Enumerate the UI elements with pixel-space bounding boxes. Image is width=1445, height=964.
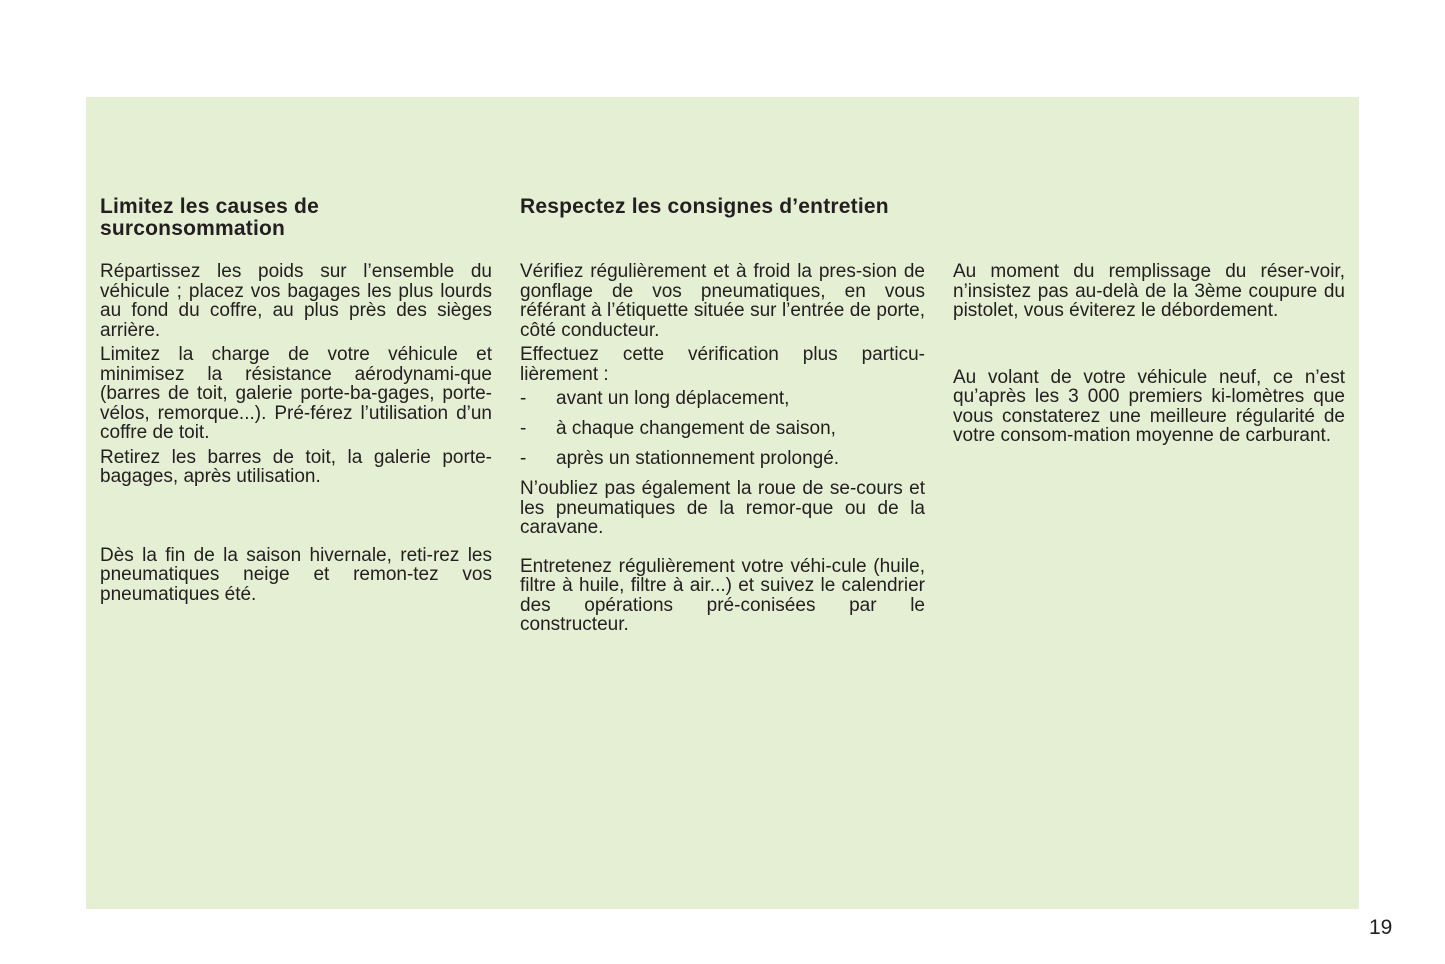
heading-maintenance: Respectez les consignes d’entretien: [520, 195, 889, 218]
paragraph-weight-distribution: Répartissez les poids sur l’ensemble du véhicule ; placez vos bagages les plus lourds au fond du coffre, au plus près des sièges arrière.: [100, 261, 492, 341]
paragraph-new-vehicle: Au volant de votre véhicule neuf, ce n’est qu’après les 3 000 premiers ki-lomètres que vous constaterez une meilleure régularité de votre consom-mation moyenne de carburant.: [953, 366, 1345, 446]
spacer: [520, 543, 925, 557]
column-fuel-tips: [953, 262, 1345, 451]
paragraph-tyre-pressure: Vérifiez régulièrement et à froid la pres-sion de gonflage de vos pneumatiques, en vous référant à l’étiquette située sur l’entrée de porte, côté conducteur.: [520, 261, 925, 341]
heading-overconsumption: Limitez les causes de surconsommation: [100, 195, 319, 240]
paragraph-spare-wheel: N’oubliez pas également la roue de se-cours et les pneumatiques de la remor-que ou de la caravane.: [520, 478, 925, 538]
list-item-text: après un stationnement prolongé.: [556, 448, 840, 469]
spacer: [953, 326, 1345, 368]
column-maintenance: [520, 196, 925, 640]
column-overconsumption: [100, 196, 492, 609]
list-dash: -: [520, 388, 527, 409]
list-item-text: à chaque changement de saison,: [556, 418, 836, 439]
paragraph-load-limit: Limitez la charge de votre véhicule et minimisez la résistance aérodynami-que (barres de toit, galerie porte-ba-gages, porte-vélos, remorque...). Pré-férez l’utilisation d’un coffre de toit.: [100, 344, 492, 443]
list-dash: -: [520, 448, 527, 469]
list-item: [520, 449, 925, 469]
paragraph-tank-filling: Au moment du remplissage du réser-voir, n’insistez pas au-delà de la 3ème coupure du pistolet, vous éviterez le débordement.: [953, 261, 1345, 321]
check-occasions-list: [520, 389, 925, 469]
list-item-text: avant un long déplacement,: [556, 388, 790, 409]
paragraph-check-especially: Effectuez cette vérification plus particu-lièrement :: [520, 344, 925, 385]
page-number: 19: [1369, 916, 1393, 939]
paragraph-remove-roof-bars: Retirez les barres de toit, la galerie porte-bagages, après utilisation.: [100, 446, 492, 487]
list-item: [520, 389, 925, 409]
list-dash: -: [520, 418, 527, 439]
list-item: [520, 419, 925, 439]
paragraph-winter-tyres: Dès la fin de la saison hivernale, reti-rez les pneumatiques neige et remon-tez vos pneumatiques été.: [100, 544, 492, 605]
paragraph-vehicle-service: Entretenez régulièrement votre véhi-cule (huile, filtre à huile, filtre à air...) et suivez le calendrier des opérations pré-conisées par le constructeur.: [520, 555, 925, 635]
spacer: [100, 492, 492, 546]
